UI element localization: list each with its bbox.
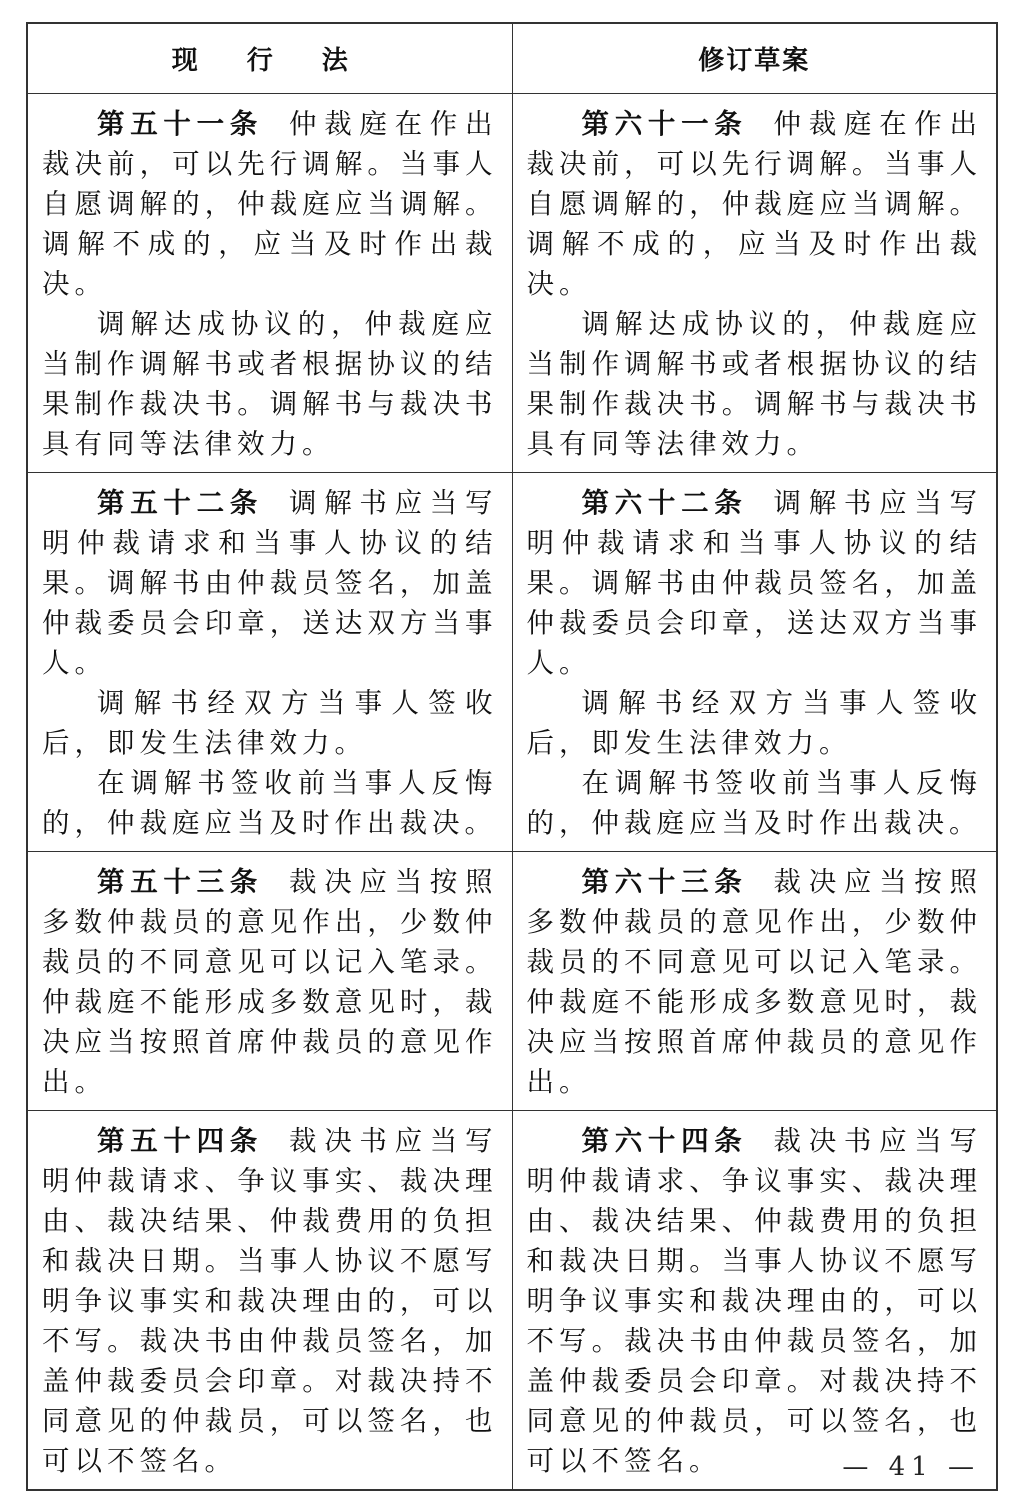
- article-paragraph: 调解书经双方当事人签收后，即发生法律效力。: [42, 686, 498, 759]
- article-paragraph: [527, 862, 983, 1102]
- article-heading: 第六十四条: [581, 1124, 748, 1157]
- article-heading: 第五十二条: [97, 486, 263, 519]
- article-heading: 第六十一条: [581, 107, 748, 140]
- revised-draft-cell: [512, 1110, 997, 1490]
- article-paragraph: 调解书经双方当事人签收后，即发生法律效力。: [526, 686, 982, 759]
- article-paragraph: [42, 1121, 498, 1481]
- article-paragraph: 在调解书签收前当事人反悔的，仲裁庭应当及时作出裁决。: [526, 766, 982, 839]
- article-paragraph: [527, 1121, 983, 1481]
- current-law-cell: [27, 472, 512, 851]
- table-row: [27, 1110, 997, 1490]
- article-paragraph: [527, 104, 983, 304]
- article-heading: 第五十三条: [97, 865, 263, 898]
- article-heading: 第五十四条: [97, 1124, 263, 1157]
- table-row: [27, 93, 997, 472]
- article-heading: 第六十二条: [581, 486, 748, 519]
- article-paragraph: [527, 483, 983, 683]
- current-law-cell: [27, 1110, 512, 1490]
- current-law-cell: [27, 93, 512, 472]
- revised-draft-cell: [512, 851, 997, 1110]
- article-text: 裁决书应当写明仲裁请求、争议事实、裁决理由、裁决结果、仲裁费用的负担和裁决日期。当事人协议不愿写明争议事实和裁决理由的，可以不写。裁决书由仲裁员签名，加盖仲裁委员会印章。对裁决持不同意见的仲裁员，可以签名，也可以不签名。: [526, 1124, 982, 1477]
- table-header-row: [27, 23, 997, 93]
- revised-draft-cell: [512, 472, 997, 851]
- article-text: 裁决应当按照多数仲裁员的意见作出，少数仲裁员的不同意见可以记入笔录。仲裁庭不能形成多数意见时，裁决应当按照首席仲裁员的意见作出。: [42, 865, 498, 1098]
- revised-draft-column-header: 修订草案: [512, 23, 997, 93]
- article-text: 裁决应当按照多数仲裁员的意见作出，少数仲裁员的不同意见可以记入笔录。仲裁庭不能形成多数意见时，裁决应当按照首席仲裁员的意见作出。: [526, 865, 982, 1098]
- article-paragraph: 在调解书签收前当事人反悔的，仲裁庭应当及时作出裁决。: [42, 766, 498, 839]
- article-text: 调解书应当写明仲裁请求和当事人协议的结果。调解书由仲裁员签名，加盖仲裁委员会印章，送达双方当事人。: [42, 486, 498, 679]
- article-text: 调解书应当写明仲裁请求和当事人协议的结果。调解书由仲裁员签名，加盖仲裁委员会印章，送达双方当事人。: [526, 486, 982, 679]
- article-paragraph: [42, 483, 498, 683]
- article-paragraph: 调解达成协议的，仲裁庭应当制作调解书或者根据协议的结果制作裁决书。调解书与裁决书具有同等法律效力。: [526, 307, 982, 460]
- table-row: [27, 472, 997, 851]
- article-paragraph: 调解达成协议的，仲裁庭应当制作调解书或者根据协议的结果制作裁决书。调解书与裁决书具有同等法律效力。: [42, 307, 498, 460]
- article-text: 裁决书应当写明仲裁请求、争议事实、裁决理由、裁决结果、仲裁费用的负担和裁决日期。当事人协议不愿写明争议事实和裁决理由的，可以不写。裁决书由仲裁员签名，加盖仲裁委员会印章。对裁决持不同意见的仲裁员，可以签名，也可以不签名。: [42, 1124, 498, 1477]
- comparison-table: [26, 22, 998, 1491]
- revised-draft-cell: [512, 93, 997, 472]
- article-heading: 第六十三条: [581, 865, 748, 898]
- page-number: — 41 —: [842, 1452, 980, 1482]
- article-paragraph: [42, 862, 498, 1102]
- article-text: 仲裁庭在作出裁决前，可以先行调解。当事人自愿调解的，仲裁庭应当调解。调解不成的，应当及时作出裁决。: [42, 107, 498, 300]
- current-law-column-header: 现 行 法: [27, 23, 512, 93]
- current-law-cell: [27, 851, 512, 1110]
- article-heading: 第五十一条: [97, 107, 263, 140]
- table-row: [27, 851, 997, 1110]
- article-paragraph: [42, 104, 498, 304]
- article-text: 仲裁庭在作出裁决前，可以先行调解。当事人自愿调解的，仲裁庭应当调解。调解不成的，应当及时作出裁决。: [526, 107, 982, 300]
